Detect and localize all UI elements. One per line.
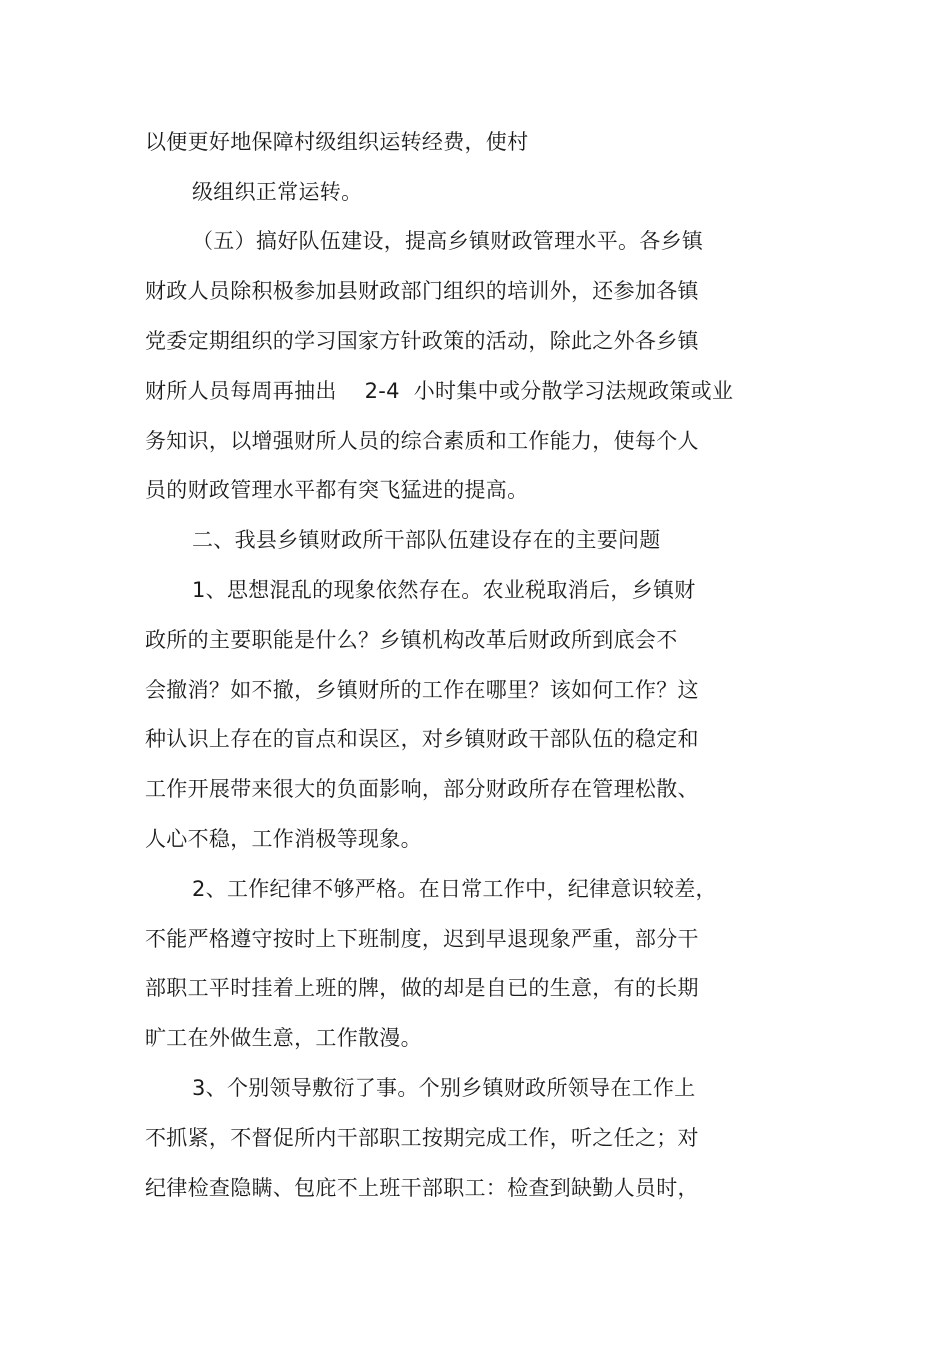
text-line: 财所人员每周再抽出 2-4 小时集中或分散学习法规政策或业 <box>145 379 734 403</box>
text-line: 级组织正常运转。 <box>192 180 363 204</box>
text-line: 政所的主要职能是什么？乡镇机构改革后财政所到底会不 <box>145 628 678 652</box>
text-line: 会撤消？如不撤，乡镇财所的工作在哪里？该如何工作？这 <box>145 678 699 702</box>
text-line: 2、工作纪律不够严格。在日常工作中，纪律意识较差， <box>192 877 717 901</box>
text-line: 员的财政管理水平都有突飞猛进的提高。 <box>145 478 529 502</box>
text-line: 种认识上存在的盲点和误区，对乡镇财政干部队伍的稳定和 <box>145 727 699 751</box>
text-line: 旷工在外做生意，工作散漫。 <box>145 1026 422 1050</box>
text-line: 财政人员除积极参加县财政部门组织的培训外，还参加各镇 <box>145 279 699 303</box>
text-line: 3、个别领导敷衍了事。个别乡镇财政所领导在工作上 <box>192 1076 696 1100</box>
text-line: 务知识，以增强财所人员的综合素质和工作能力，使每个人 <box>145 429 699 453</box>
text-line: 1、思想混乱的现象依然存在。农业税取消后，乡镇财 <box>192 578 696 602</box>
text-line: 不能严格遵守按时上下班制度，迟到早退现象严重，部分干 <box>145 927 699 951</box>
text-line: 以便更好地保障村级组织运转经费，使村 <box>145 130 529 154</box>
text-line: 纪律检查隐瞒、包庇不上班干部职工：检查到缺勤人员时， <box>145 1176 699 1200</box>
text-line: （五）搞好队伍建设，提高乡镇财政管理水平。各乡镇 <box>192 229 704 253</box>
text-line: 人心不稳，工作消极等现象。 <box>145 827 422 851</box>
text-line: 部职工平时挂着上班的牌，做的却是自已的生意，有的长期 <box>145 976 699 1000</box>
text-line: 工作开展带来很大的负面影响，部分财政所存在管理松散、 <box>145 777 699 801</box>
section-heading: 二、我县乡镇财政所干部队伍建设存在的主要问题 <box>192 528 661 552</box>
text-line: 不抓紧，不督促所内干部职工按期完成工作，听之任之；对 <box>145 1126 699 1150</box>
text-line: 党委定期组织的学习国家方针政策的活动，除此之外各乡镇 <box>145 329 699 353</box>
